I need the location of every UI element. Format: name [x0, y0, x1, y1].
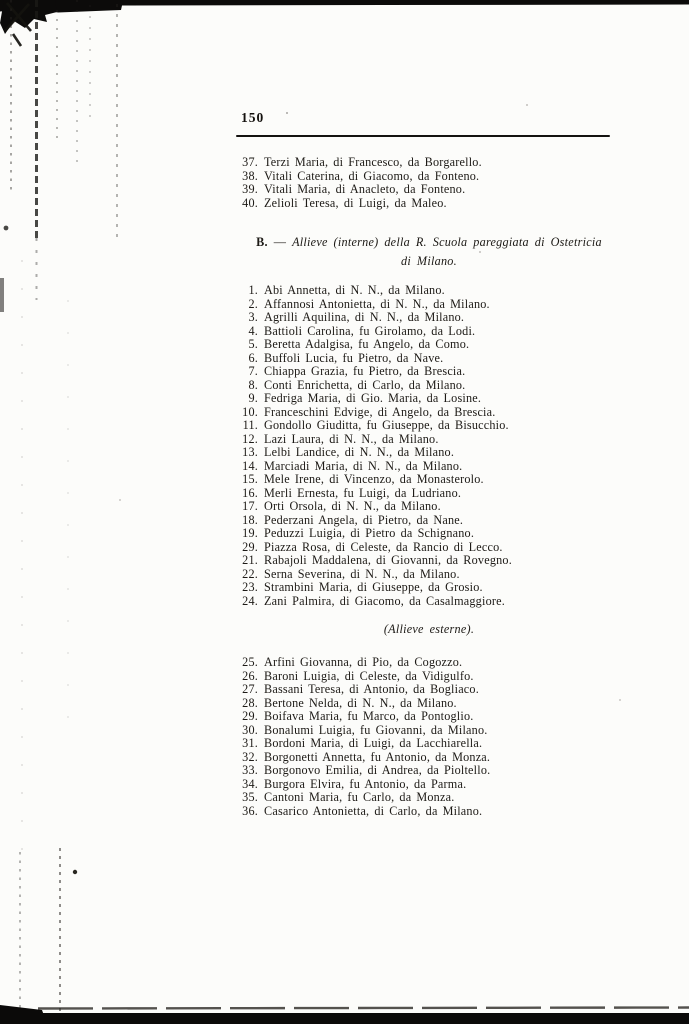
list-item-text: Beretta Adalgisa, fu Angelo, da Como. — [264, 337, 470, 351]
list-item-number: 27. — [242, 682, 258, 696]
list-item-text: Peduzzi Luigia, di Pietro da Schignano. — [264, 526, 475, 540]
list-item-text: Pederzani Angela, di Pietro, da Nane. — [264, 512, 464, 527]
scan-corner-scribble — [5, 3, 31, 46]
list-item-text: Abi Annetta, di N. N., da Milano. — [264, 283, 445, 297]
list-item-number: 3. — [248, 310, 258, 324]
list-item-text: Agrilli Aquilina, di N. N., da Milano. — [264, 310, 465, 324]
list-item — [195, 581, 663, 595]
list-item-text: Cantoni Maria, fu Carlo, da Monza. — [264, 790, 455, 804]
list-item-text: Piazza Rosa, di Celeste, da Rancio di Lecco. — [264, 539, 503, 554]
list-item-number: 11. — [242, 418, 258, 432]
list-item-number: 32. — [242, 749, 258, 764]
header-rule — [236, 135, 610, 137]
list-item — [195, 284, 663, 298]
list-item-number: 9. — [248, 391, 258, 405]
list-item-text: Rabajoli Maddalena, di Giovanni, da Rovegno. — [264, 553, 512, 567]
list-item-text: Lelbi Landice, di N. N., da Milano. — [264, 445, 455, 459]
list-item-number: 13. — [242, 445, 258, 459]
list-item — [195, 170, 663, 184]
list-item-text: Terzi Maria, di Francesco, da Borgarello. — [264, 155, 482, 169]
list-item — [195, 791, 663, 805]
list-item — [195, 737, 663, 751]
list-item-number: 34. — [242, 776, 258, 791]
list-item — [195, 365, 663, 379]
list-item — [195, 338, 663, 352]
list-item — [195, 460, 663, 474]
list-item-text: Vitali Caterina, di Giacomo, da Fonteno. — [264, 168, 480, 183]
list-item-text: Battioli Carolina, fu Girolamo, da Lodi. — [264, 323, 476, 338]
list-item — [195, 473, 663, 487]
list-item-text: Bonalumi Luigia, fu Giovanni, da Milano. — [264, 722, 488, 737]
list-item-text: Chiappa Grazia, fu Pietro, da Brescia. — [264, 364, 466, 378]
list-item — [195, 764, 663, 778]
list-item-number: 29. — [242, 539, 258, 554]
list-item — [195, 500, 663, 514]
list-item-number: 12. — [242, 431, 258, 446]
list-item-text: Bordoni Maria, di Luigi, da Lacchiarella. — [264, 736, 483, 750]
interne-list — [195, 284, 663, 608]
list-item — [195, 419, 663, 433]
list-item — [195, 325, 663, 339]
list-item-text: Franceschini Edvige, di Angelo, da Brescia. — [264, 404, 496, 419]
continued-list — [195, 156, 663, 210]
page-number: 150 — [241, 110, 265, 125]
list-item-text: Mele Irene, di Vincenzo, da Monasterolo. — [264, 472, 484, 486]
list-item-text: Zani Palmira, di Giacomo, da Casalmaggiore. — [264, 593, 505, 608]
list-item — [195, 487, 663, 501]
list-item-number: 6. — [248, 350, 258, 365]
list-item-text: Baroni Luigia, di Celeste, da Vidigulfo. — [264, 668, 474, 683]
list-item-number: 40. — [242, 195, 258, 210]
list-item — [195, 379, 663, 393]
list-item — [195, 568, 663, 582]
list-item-number: 35. — [242, 790, 258, 804]
list-item-text: Arfini Giovanna, di Pio, da Cogozzo. — [264, 655, 463, 669]
list-item-text: Conti Enrichetta, di Carlo, da Milano. — [264, 377, 466, 392]
list-item-number: 10. — [242, 404, 258, 419]
list-item-text: Vitali Maria, di Anacleto, da Fonteno. — [264, 182, 466, 196]
list-item — [195, 554, 663, 568]
list-item-text: Merli Ernesta, fu Luigi, da Ludriano. — [264, 485, 462, 500]
list-item-text: Borgonetti Annetta, fu Antonio, da Monza. — [264, 749, 491, 764]
list-item — [195, 527, 663, 541]
list-item-text: Strambini Maria, di Giuseppe, da Grosio. — [264, 580, 483, 594]
list-item-text: Fedriga Maria, di Gio. Maria, da Losine. — [264, 391, 482, 405]
list-item — [195, 197, 663, 211]
list-item — [195, 683, 663, 697]
list-item-text: Casarico Antonietta, di Carlo, da Milano. — [264, 803, 483, 818]
list-item-number: 8. — [248, 377, 258, 392]
list-item — [195, 352, 663, 366]
list-item — [195, 311, 663, 325]
list-item-number: 38. — [242, 168, 258, 183]
list-item — [195, 724, 663, 738]
scan-corner-blob — [0, 0, 57, 34]
list-item-number: 2. — [248, 296, 258, 311]
list-item — [195, 595, 663, 609]
list-item-number: 14. — [242, 458, 258, 473]
list-item-number: 1. — [248, 283, 258, 297]
list-item-text: Burgora Elvira, fu Antonio, da Parma. — [264, 776, 467, 791]
section-b-label: B. — [256, 235, 268, 249]
list-item-number: 29. — [242, 709, 258, 723]
list-item — [195, 778, 663, 792]
list-item-number: 30. — [242, 722, 258, 737]
section-b-title-line2: di Milano. — [401, 254, 457, 268]
section-b-heading — [195, 233, 663, 271]
list-item — [195, 541, 663, 555]
list-item-number: 23. — [242, 580, 258, 594]
list-item — [195, 298, 663, 312]
list-item-number: 5. — [248, 337, 258, 351]
list-item-number: 22. — [242, 566, 258, 581]
list-item-text: Affannosi Antonietta, di N. N., da Milano. — [264, 296, 490, 311]
list-item — [195, 433, 663, 447]
list-item-number: 24. — [242, 593, 258, 608]
list-item-number: 26. — [242, 668, 258, 683]
list-item-number: 19. — [242, 526, 258, 540]
list-item-number: 37. — [242, 155, 258, 169]
list-item-text: Marciadi Maria, di N. N., da Milano. — [264, 458, 463, 473]
esterne-heading: (Allieve esterne). — [383, 622, 475, 636]
list-item-number: 16. — [242, 485, 258, 500]
list-item-number: 7. — [248, 364, 258, 378]
list-item-number: 36. — [242, 803, 258, 818]
list-item-text: Lazi Laura, di N. N., da Milano. — [264, 431, 439, 446]
list-item-text: Boifava Maria, fu Marco, da Pontoglio. — [264, 709, 474, 723]
list-item — [195, 710, 663, 724]
list-item-text: Orti Orsola, di N. N., da Milano. — [264, 499, 441, 513]
list-item — [195, 446, 663, 460]
list-item-text: Serna Severina, di N. N., da Milano. — [264, 566, 460, 581]
list-item — [195, 392, 663, 406]
list-item-number: 39. — [242, 182, 258, 196]
list-item-text: Gondollo Giuditta, fu Giuseppe, da Bisucchio. — [264, 418, 509, 432]
list-item — [195, 751, 663, 765]
list-item-text: Buffoli Lucia, fu Pietro, da Nave. — [264, 350, 444, 365]
section-b-title-line1: Allieve (interne) della R. Scuola pareggiata di Ostetricia — [292, 235, 602, 249]
list-item-number: 33. — [242, 763, 258, 777]
list-item — [195, 183, 663, 197]
list-item-number: 28. — [242, 695, 258, 710]
list-item — [195, 670, 663, 684]
list-item — [195, 697, 663, 711]
list-item-number: 17. — [242, 499, 258, 513]
page-content — [195, 156, 663, 818]
list-item-number: 31. — [242, 736, 258, 750]
list-item-number: 4. — [248, 323, 258, 338]
list-item — [195, 656, 663, 670]
list-item-text: Bassani Teresa, di Antonio, da Bogliaco. — [264, 682, 479, 696]
list-item-number: 18. — [242, 512, 258, 527]
list-item — [195, 805, 663, 819]
list-item-text: Zelioli Teresa, di Luigi, da Maleo. — [264, 195, 447, 210]
section-b-dash: — — [273, 235, 287, 249]
list-item-number: 21. — [242, 553, 258, 567]
list-item-text: Borgonovo Emilia, di Andrea, da Pioltello. — [264, 763, 491, 777]
esterne-list — [195, 656, 663, 818]
list-item — [195, 514, 663, 528]
list-item — [195, 156, 663, 170]
scan-top-edge — [0, 0, 689, 13]
list-item-number: 15. — [242, 472, 258, 486]
list-item-text: Bertone Nelda, di N. N., da Milano. — [264, 695, 457, 710]
list-item-number: 25. — [242, 655, 258, 669]
list-item — [195, 406, 663, 420]
